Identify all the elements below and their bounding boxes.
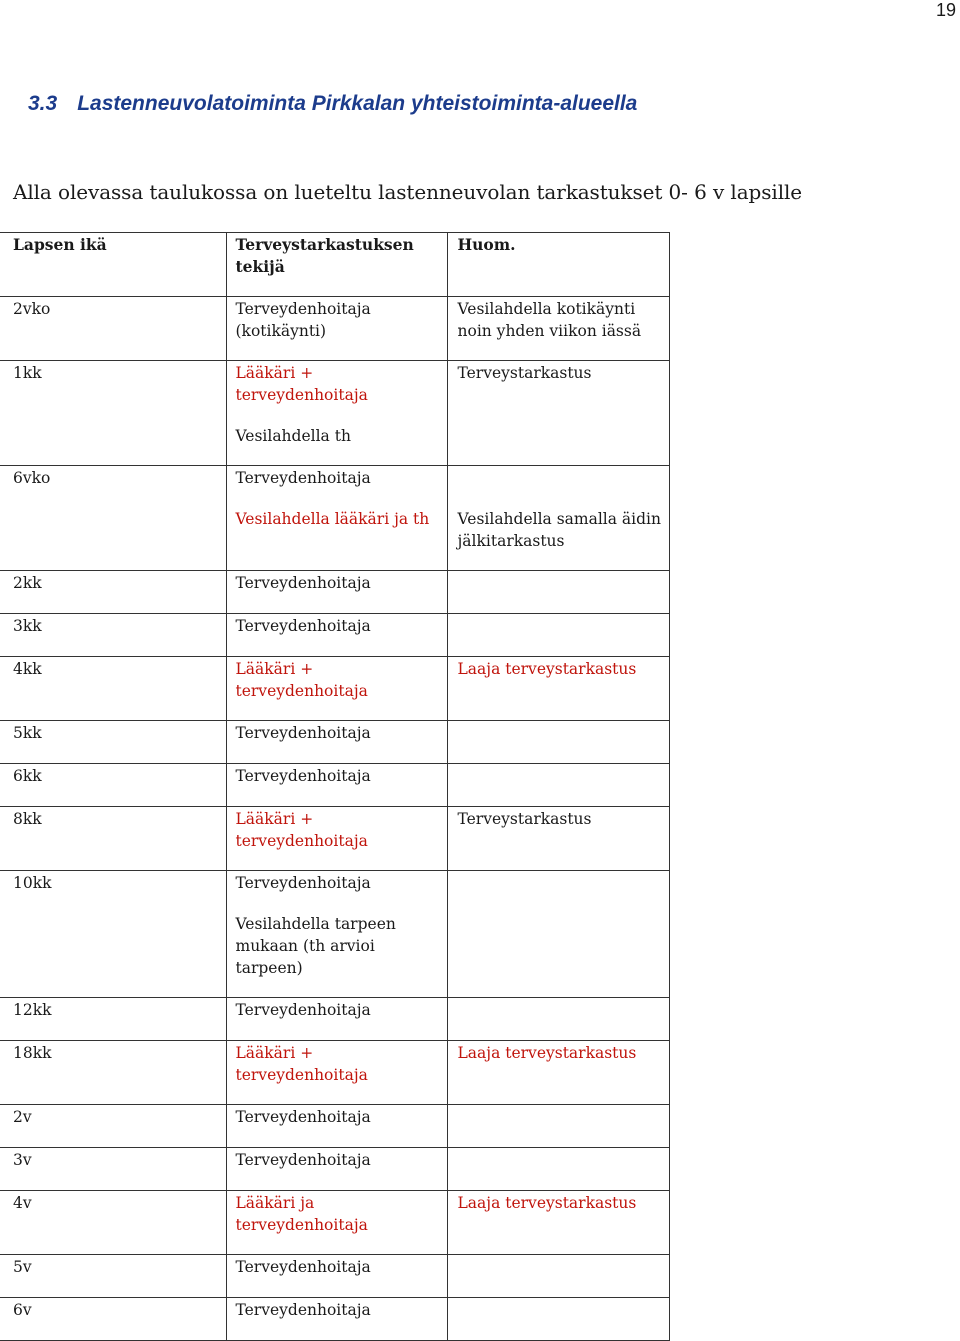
section-number: 3.3: [28, 92, 58, 115]
note-cell: [447, 1255, 669, 1298]
age-cell: 3v: [0, 1148, 226, 1191]
age-cell: 10kk: [0, 871, 226, 998]
examiner-cell: Terveydenhoitaja: [226, 1148, 447, 1191]
table-row: [0, 1105, 669, 1148]
examiner-cell: Terveydenhoitaja: [226, 1255, 447, 1298]
examiner-cell: [226, 466, 447, 571]
note-cell: [447, 998, 669, 1041]
age-cell: 5v: [0, 1255, 226, 1298]
note-cell: [447, 571, 669, 614]
note-cell: [447, 721, 669, 764]
note-cell: Laaja terveystarkastus: [447, 1041, 669, 1105]
note-cell: [447, 1148, 669, 1191]
age-cell: 5kk: [0, 721, 226, 764]
table-row: [0, 764, 669, 807]
table-row: [0, 1255, 669, 1298]
examiner-cell: [226, 361, 447, 466]
table-row: [0, 466, 669, 571]
table-row: [0, 1298, 669, 1341]
table-row: [0, 1041, 669, 1105]
examiner-cell: Terveydenhoitaja: [226, 571, 447, 614]
note-text: Vesilahdella samalla äidin jälkitarkastus: [457, 510, 661, 550]
examiner-cell: Lääkäri + terveydenhoitaja: [226, 1041, 447, 1105]
age-cell: 1kk: [0, 361, 226, 466]
checkup-table: [0, 232, 670, 1341]
note-cell: Laaja terveystarkastus: [447, 657, 669, 721]
age-cell: 6kk: [0, 764, 226, 807]
examiner-cell: Terveydenhoitaja: [226, 721, 447, 764]
note-cell: Terveystarkastus: [447, 361, 669, 466]
age-cell: 12kk: [0, 998, 226, 1041]
section-heading: [28, 92, 637, 116]
table-row: [0, 807, 669, 871]
examiner-cell: Lääkäri ja terveydenhoitaja: [226, 1191, 447, 1255]
table-header-row: [0, 233, 669, 297]
table-row: [0, 1148, 669, 1191]
note-cell: Vesilahdella kotikäynti noin yhden viikon iässä: [447, 297, 669, 361]
note-cell: [447, 466, 669, 571]
examiner-cell: [226, 871, 447, 998]
examiner-note: Vesilahdella lääkäri ja th: [235, 510, 430, 528]
intro-paragraph: Alla olevassa taulukossa on lueteltu lastenneuvolan tarkastukset 0- 6 v lapsille: [13, 180, 803, 204]
note-cell: [447, 1105, 669, 1148]
age-cell: 3kk: [0, 614, 226, 657]
table-row: [0, 657, 669, 721]
age-cell: 2vko: [0, 297, 226, 361]
note-cell: Laaja terveystarkastus: [447, 1191, 669, 1255]
examiner-cell: Terveydenhoitaja: [226, 614, 447, 657]
table-row: [0, 871, 669, 998]
age-cell: 8kk: [0, 807, 226, 871]
examiner-text: Lääkäri + terveydenhoitaja: [235, 364, 368, 404]
table-row: [0, 721, 669, 764]
examiner-cell: Lääkäri + terveydenhoitaja: [226, 657, 447, 721]
age-cell: 18kk: [0, 1041, 226, 1105]
note-cell: [447, 871, 669, 998]
note-cell: [447, 1298, 669, 1341]
age-cell: 6vko: [0, 466, 226, 571]
table-row: [0, 1191, 669, 1255]
examiner-cell: Terveydenhoitaja: [226, 764, 447, 807]
examiner-cell: Terveydenhoitaja (kotikäynti): [226, 297, 447, 361]
table-row: [0, 571, 669, 614]
page-number: 19: [935, 0, 956, 20]
age-cell: 4kk: [0, 657, 226, 721]
note-cell: [447, 764, 669, 807]
examiner-text: Terveydenhoitaja: [235, 874, 371, 892]
examiner-cell: Lääkäri + terveydenhoitaja: [226, 807, 447, 871]
age-cell: 4v: [0, 1191, 226, 1255]
table-row: [0, 998, 669, 1041]
table-row: [0, 614, 669, 657]
note-cell: Terveystarkastus: [447, 807, 669, 871]
examiner-note: Vesilahdella th: [235, 427, 351, 445]
age-cell: 2v: [0, 1105, 226, 1148]
table-row: [0, 361, 669, 466]
header-examiner: Terveystarkastuksen tekijä: [226, 233, 447, 297]
note-cell: [447, 614, 669, 657]
examiner-text: Terveydenhoitaja: [235, 469, 371, 487]
header-note: Huom.: [447, 233, 669, 297]
examiner-cell: Terveydenhoitaja: [226, 1105, 447, 1148]
examiner-note: Vesilahdella tarpeen mukaan (th arvioi tarpeen): [235, 915, 396, 977]
age-cell: 6v: [0, 1298, 226, 1341]
table-row: [0, 297, 669, 361]
examiner-cell: Terveydenhoitaja: [226, 1298, 447, 1341]
age-cell: 2kk: [0, 571, 226, 614]
section-title: Lastenneuvolatoiminta Pirkkalan yhteistoiminta-alueella: [77, 92, 638, 115]
header-age: Lapsen ikä: [0, 233, 226, 297]
examiner-cell: Terveydenhoitaja: [226, 998, 447, 1041]
